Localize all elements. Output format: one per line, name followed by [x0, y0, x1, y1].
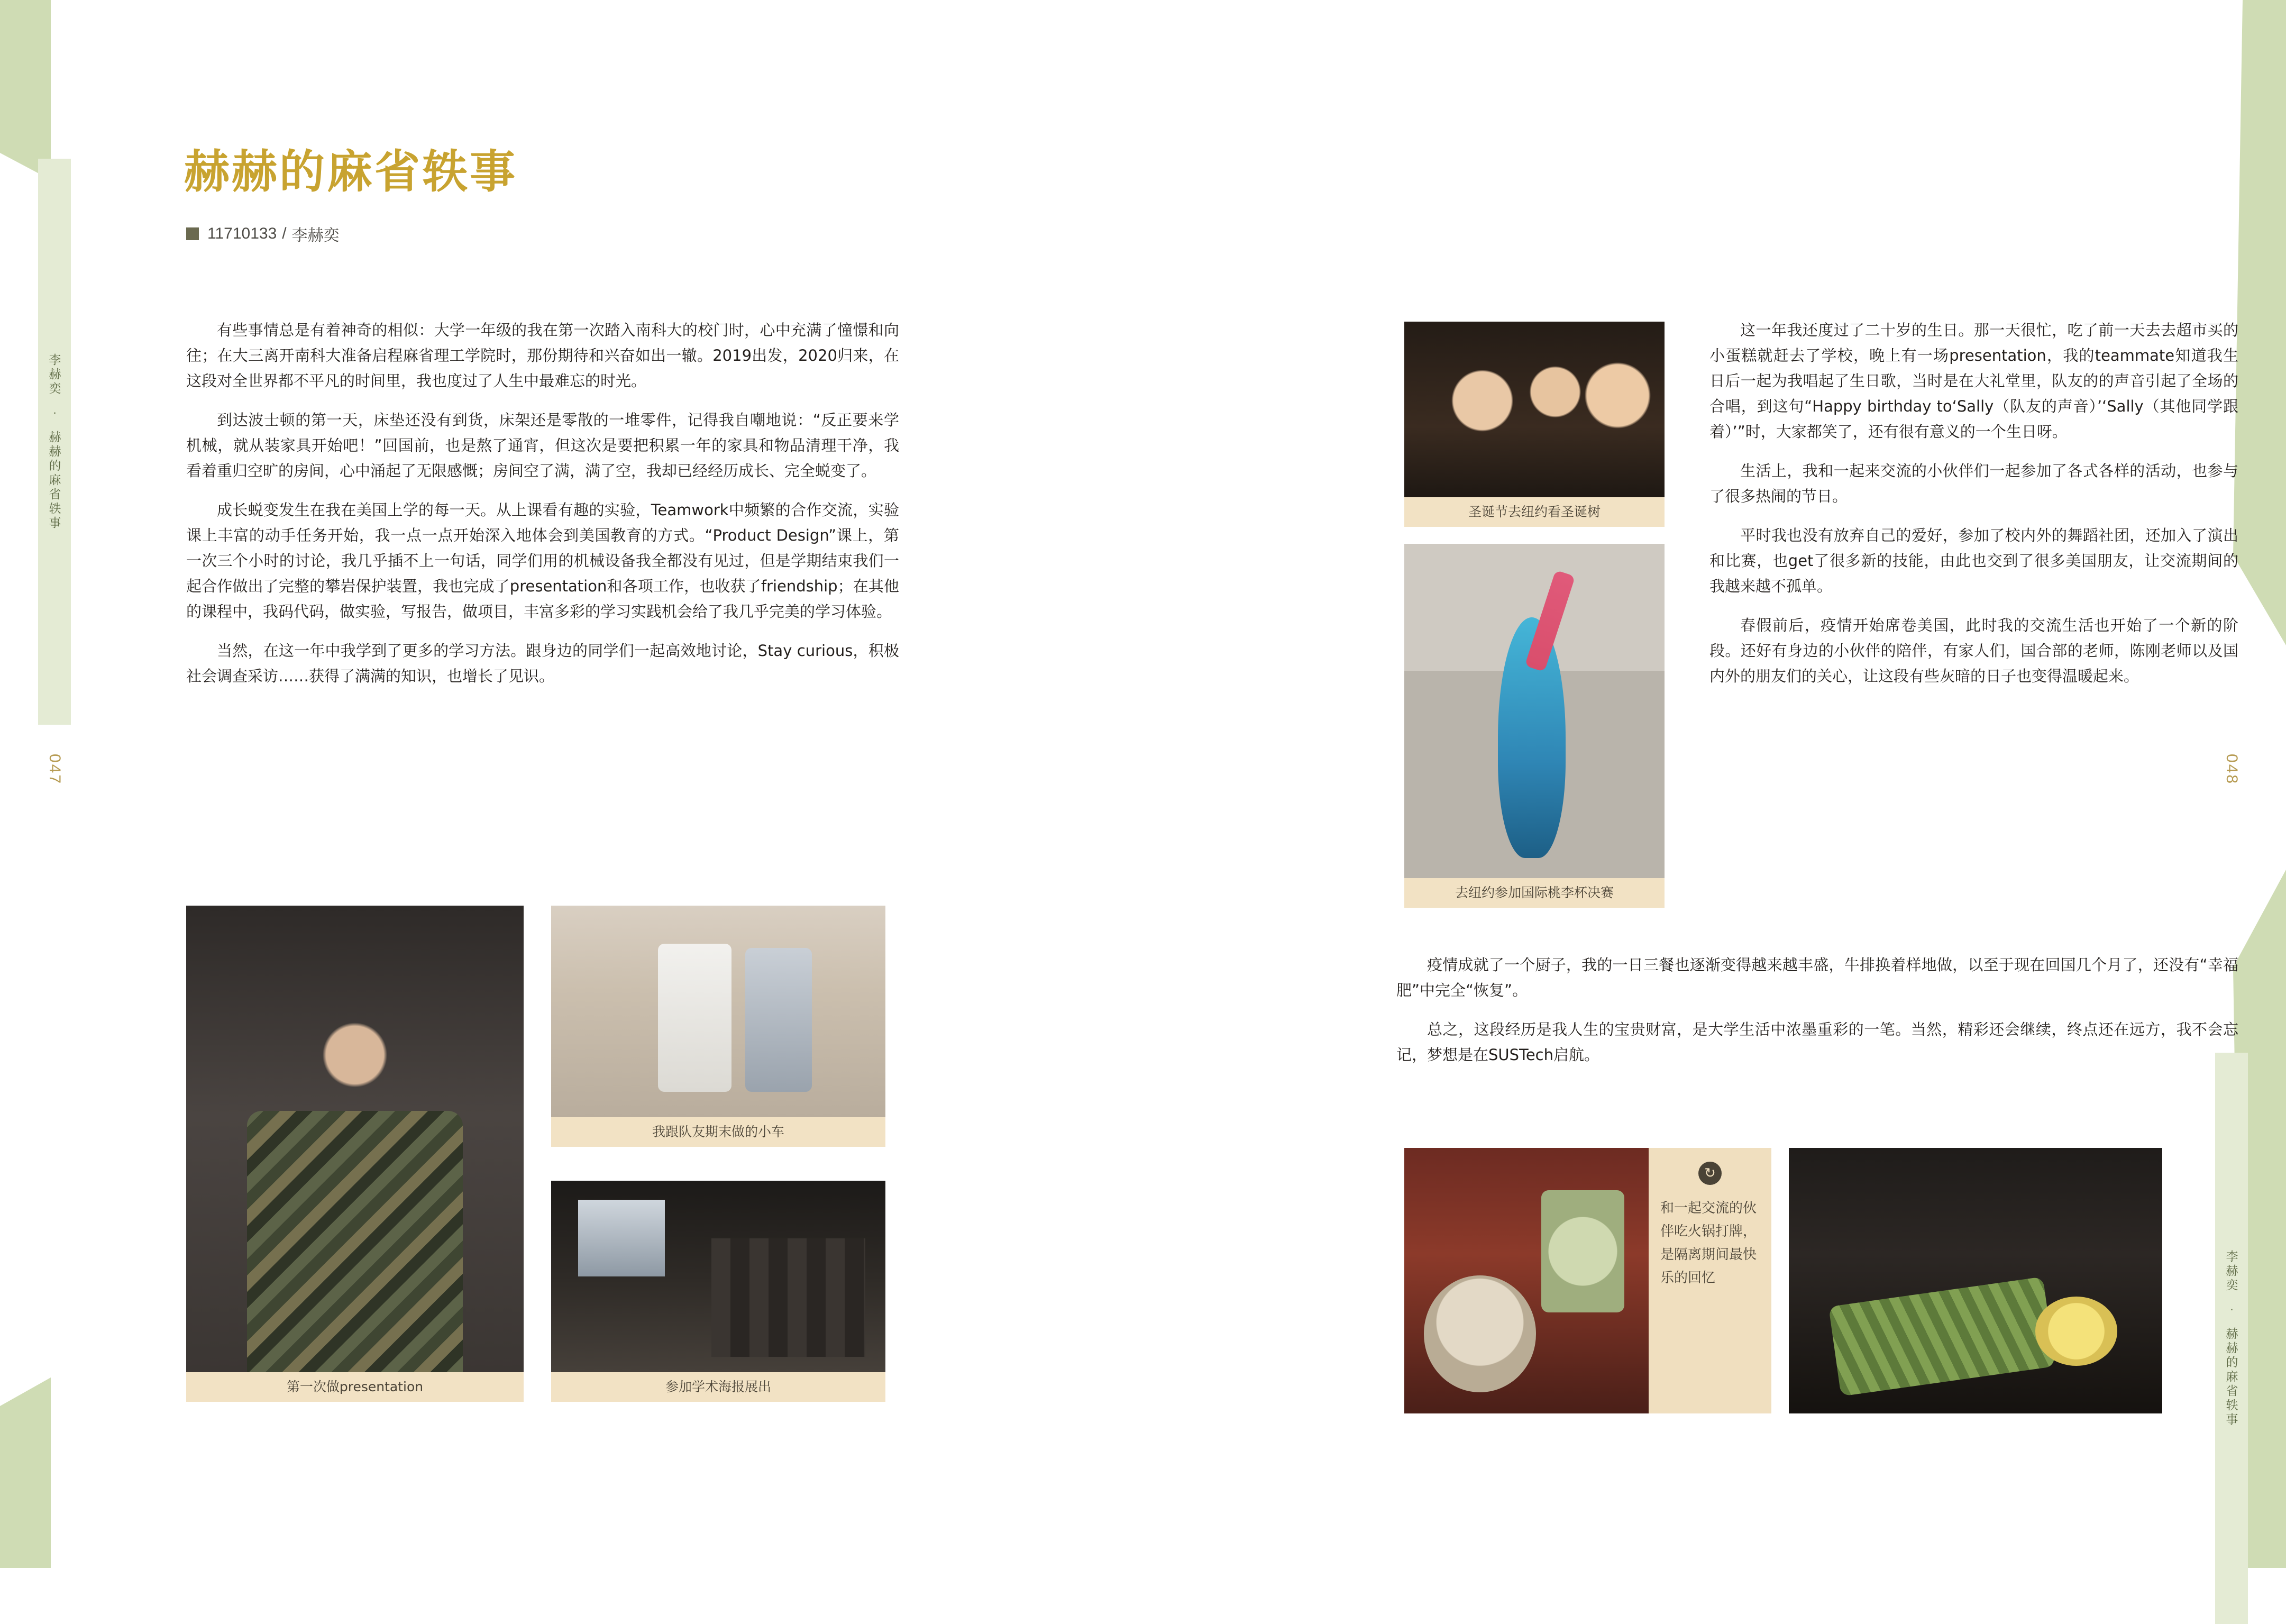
home-cooked-meal-image: [1789, 1148, 2162, 1413]
paragraph: 生活上，我和一起来交流的小伙伴们一起参加了各式各样的活动，也参与了很多热闹的节日。: [1709, 462, 2238, 505]
paragraph: 疫情成就了一个厨子，我的一日三餐也逐渐变得越来越丰盛，牛排换着样地做，以至于现在回国几个月了，还没有“幸福肥”中完全“恢复”。: [1396, 956, 2238, 999]
body-column-right-lower: [1396, 952, 2238, 1081]
decor-corner-bottom-left: [0, 1377, 51, 1568]
article-title: 赫赫的麻省轶事: [184, 145, 517, 198]
photo-caption: 圣诞节去纽约看圣诞树: [1404, 497, 1665, 527]
side-tab-left-title: 赫赫的麻省轶事: [47, 430, 61, 531]
photo-image-team-cart: [551, 906, 885, 1117]
photo-image-dance-competition: [1404, 544, 1665, 878]
side-tab-right-author: 李赫奕: [2224, 1249, 2238, 1293]
side-tab-right-dot: ·: [2225, 1302, 2238, 1318]
byline: [186, 222, 340, 245]
photo-caption: 我跟队友期末做的小车: [551, 1117, 885, 1147]
paragraph: 到达波士顿的第一天，床垫还没有到货，床架还是零散的一堆零件，记得我自嘲地说：“反正要来学机械，就从装家具开始吧！”回国前，也是熬了通宵，但这次是要把积累一年的家具和物品清理干净，我看着重归空旷的房间，心中涌起了无限感慨；房间空了满，满了空，我却已经经历成长、完全蜕变了。: [186, 411, 899, 480]
team-cart-image: [551, 906, 885, 1117]
christmas-tree-image: [1404, 322, 1665, 497]
side-tab-left-author: 李赫奕: [47, 353, 61, 396]
photo-image-first-presentation: [186, 906, 524, 1372]
note-block-text: 和一起交流的伙伴吃火锅打牌，是隔离期间最快乐的回忆: [1660, 1200, 1757, 1286]
body-column-right-upper: [1709, 317, 2238, 702]
square-bullet-icon: [186, 227, 199, 240]
refresh-arrow-icon: ↻: [1698, 1162, 1722, 1185]
photo-image-christmas-tree: [1404, 322, 1665, 497]
photo-home-cooked-meal: [1789, 1148, 2162, 1413]
byline-student-id: 11710133: [207, 225, 277, 242]
photo-caption: 第一次做presentation: [186, 1372, 524, 1402]
photo-poster-session: [551, 1181, 885, 1402]
photo-caption: 去纽约参加国际桃李杯决赛: [1404, 878, 1665, 908]
photo-christmas-tree: [1404, 322, 1665, 527]
paragraph: 成长蜕变发生在我在美国上学的每一天。从上课看有趣的实验，Teamwork中频繁的合作交流，实验课上丰富的动手任务开始，我一点一点开始深入地体会到美国教育的方式。“Product Design”课上，第一次三个小时的讨论，我几乎插不上一句话，同学们用的机械设备我全都没有见过，但是学期结束我们一起合作做出了完整的攀岩保护装置，我也完成了presentation和各项工作，也收获了friendship；在其他的课程中，我码代码，做实验，写报告，做项目，丰富多彩的学习实践机会给了我几乎完美的学习体验。: [186, 501, 899, 621]
page-number-right: 048: [2223, 754, 2241, 786]
photo-team-cart: [551, 906, 885, 1147]
paragraph: 当然，在这一年中我学到了更多的学习方法。跟身边的同学们一起高效地讨论，Stay curious，积极社会调查采访……获得了满满的知识，也增长了见识。: [186, 642, 899, 685]
photo-image-poster-session: [551, 1181, 885, 1372]
decor-corner-top-right: [2233, 0, 2286, 645]
side-tab-left-dot: ·: [48, 405, 61, 421]
paragraph: 有些事情总是有着神奇的相似：大学一年级的我在第一次踏入南科大的校门时，心中充满了憧憬和向往；在大三离开南科大准备启程麻省理工学院时，那份期待和兴奋如出一辙。2019出发，2020归来，在这段对全世界都不平凡的时间里，我也度过了人生中最难忘的时光。: [186, 321, 899, 390]
photo-first-presentation: [186, 906, 524, 1402]
first-presentation-image: [186, 906, 524, 1372]
body-column-left: [186, 317, 899, 702]
hotpot-image: [1404, 1148, 1649, 1413]
photo-note-block: [1649, 1148, 1771, 1413]
side-tab-right-title: 赫赫的麻省轶事: [2224, 1327, 2238, 1427]
side-tab-left: [38, 159, 71, 725]
paragraph: 平时我也没有放弃自己的爱好，参加了校内外的舞蹈社团，还加入了演出和比赛，也get了很多新的技能，由此也交到了很多美国朋友，让交流期间的我越来越不孤单。: [1709, 526, 2238, 595]
poster-session-image: [551, 1181, 885, 1372]
photo-caption: 参加学术海报展出: [551, 1372, 885, 1402]
photo-hotpot-gathering: [1404, 1148, 1649, 1413]
byline-author: 李赫奕: [291, 227, 340, 244]
paragraph: 这一年我还度过了二十岁的生日。那一天很忙，吃了前一天去去超市买的小蛋糕就赶去了学校，晚上有一场presentation，我的teammate知道我生日后一起为我唱起了生日歌，当时是在大礼堂里，队友的的声音引起了全场的合唱，到这句“Happy birthday to‘Sally（队友的声音）’‘Sally（其他同学跟着）’”时，大家都笑了，还有很有意义的一个生日呀。: [1709, 321, 2238, 441]
photo-dance-competition: [1404, 544, 1665, 908]
byline-separator: /: [282, 225, 287, 242]
decor-corner-top-left: [0, 0, 51, 180]
paragraph: 春假前后，疫情开始席卷美国，此时我的交流生活也开始了一个新的阶段。还好有身边的小伙伴的陪伴，有家人们，国合部的老师，陈刚老师以及国内外的朋友们的关心，让这段有些灰暗的日子也变得温暖起来。: [1709, 616, 2238, 685]
paragraph: 总之，这段经历是我人生的宝贵财富，是大学生活中浓墨重彩的一笔。当然，精彩还会继续，终点还在远方，我不会忘记，梦想是在SUSTech启航。: [1396, 1020, 2238, 1064]
dance-competition-image: [1404, 544, 1665, 878]
side-tab-right: [2215, 1053, 2248, 1624]
page-number-left: 047: [46, 754, 63, 786]
